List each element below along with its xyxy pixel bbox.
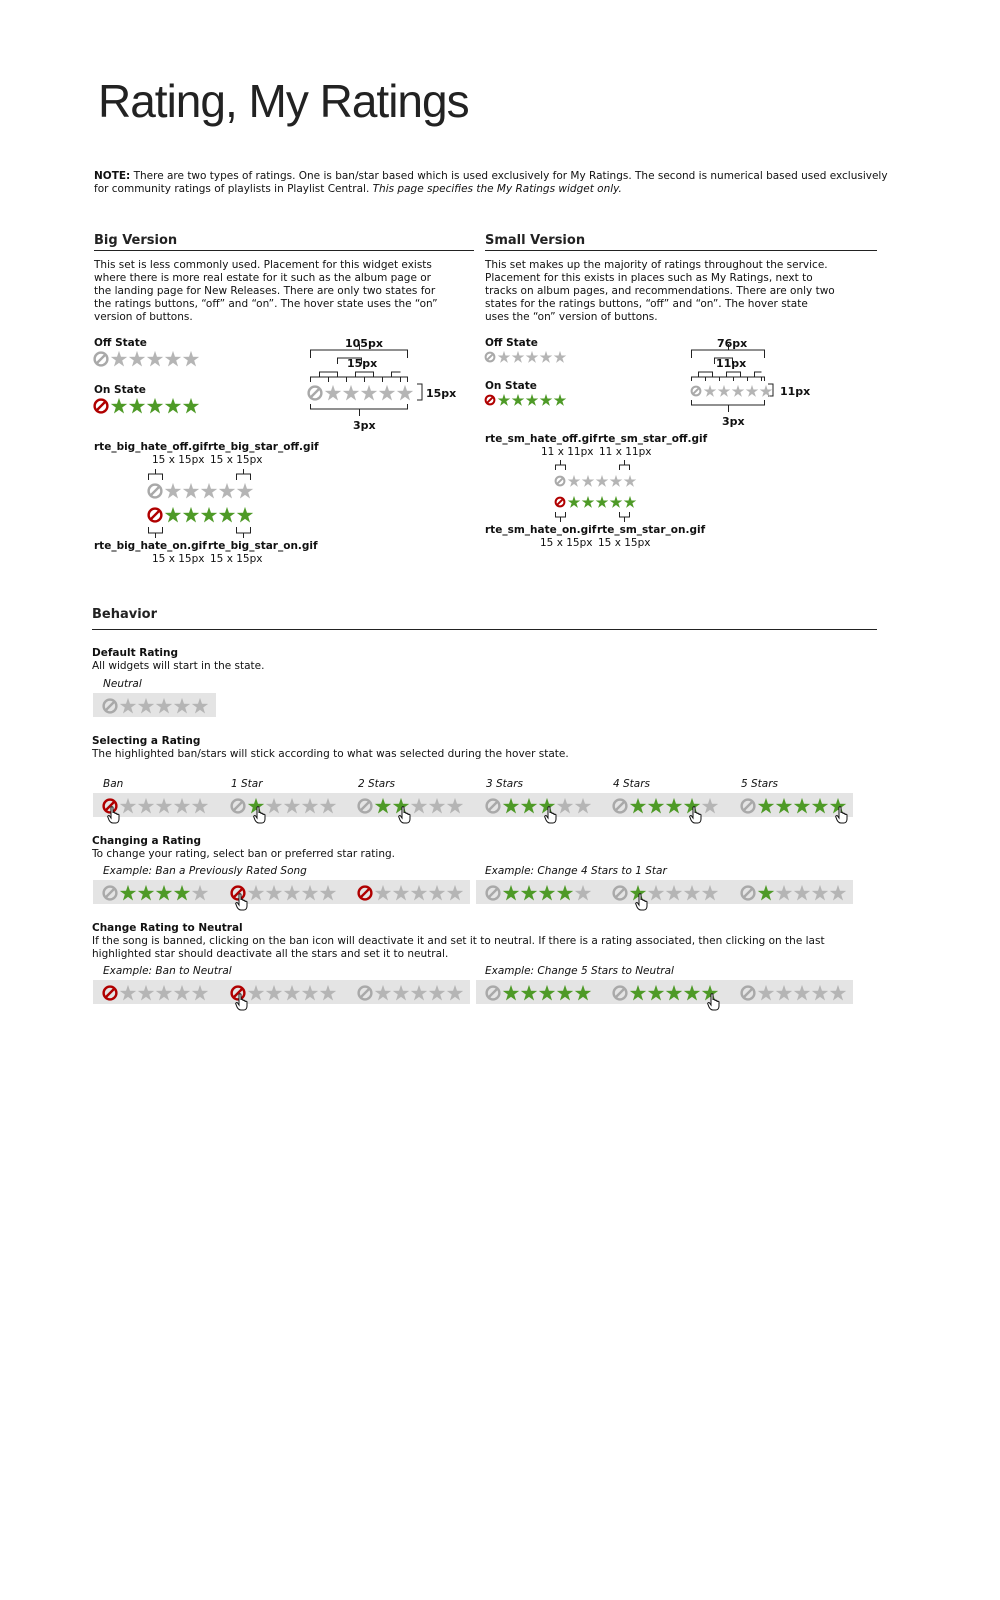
star-icon[interactable] <box>302 798 318 814</box>
star-icon[interactable] <box>812 798 828 814</box>
big-hate-on-size: 15 x 15px <box>152 553 205 565</box>
star-icon[interactable] <box>429 985 445 1001</box>
big-off-state-label: Off State <box>94 337 147 349</box>
star-icon[interactable] <box>192 798 208 814</box>
star-icon[interactable] <box>379 385 395 401</box>
star-icon[interactable] <box>120 698 136 714</box>
big-version-rule <box>94 250 474 251</box>
star-icon[interactable] <box>201 483 217 499</box>
behavior-rule <box>92 629 877 630</box>
hand-cursor-icon <box>398 806 412 824</box>
star-icon[interactable] <box>429 885 445 901</box>
star-icon[interactable] <box>648 885 664 901</box>
star-icon[interactable] <box>266 985 282 1001</box>
star-icon[interactable] <box>320 985 336 1001</box>
neutral-caption-right: Example: Change 5 Stars to Neutral <box>485 965 674 977</box>
hand-cursor-icon <box>253 806 267 824</box>
ban-icon[interactable] <box>742 887 755 900</box>
rating-widget <box>102 697 210 715</box>
big-file-off-rating <box>147 482 255 503</box>
star-icon[interactable] <box>361 385 377 401</box>
star-icon[interactable] <box>138 885 154 901</box>
example-rating[interactable] <box>740 884 848 905</box>
example-rating[interactable] <box>230 884 338 905</box>
note-label: NOTE: <box>94 170 131 182</box>
star-icon[interactable] <box>758 885 774 901</box>
rating-widget <box>102 884 210 902</box>
neutral-desc: If the song is banned, clicking on the ban icon will deactivate it and set it to neutral. If there is a rating associated, then clicking on the last highlighted star should deactivate all the stars and set it to neutral. <box>92 935 825 960</box>
rating-widget <box>740 884 848 902</box>
star-icon[interactable] <box>237 483 253 499</box>
ban-icon[interactable] <box>149 509 162 522</box>
star-icon[interactable] <box>174 798 190 814</box>
rating-widget <box>93 397 201 415</box>
small-dim-height: 11px <box>780 385 811 398</box>
big-hate-off-size: 15 x 15px <box>152 454 205 466</box>
star-icon[interactable] <box>610 496 623 508</box>
example-rating[interactable] <box>102 984 210 1005</box>
rating-widget <box>102 984 210 1002</box>
star-icon[interactable] <box>526 394 539 406</box>
example-rating[interactable] <box>357 884 465 905</box>
ban-icon[interactable] <box>149 485 162 498</box>
star-icon[interactable] <box>165 351 181 367</box>
small-star-off-size: 11 x 11px <box>599 446 652 458</box>
star-icon[interactable] <box>183 398 199 414</box>
default-rating-title: Default Rating <box>92 647 179 659</box>
star-icon[interactable] <box>320 885 336 901</box>
ban-icon[interactable] <box>692 387 701 396</box>
star-icon[interactable] <box>393 985 409 1001</box>
big-off-rating <box>93 350 201 371</box>
star-icon[interactable] <box>557 885 573 901</box>
rating-widget <box>357 984 465 1002</box>
ban-icon[interactable] <box>614 800 627 813</box>
rating-widget <box>484 350 568 364</box>
star-icon[interactable] <box>120 885 136 901</box>
star-icon[interactable] <box>568 496 581 508</box>
hand-cursor-icon <box>689 806 703 824</box>
star-icon[interactable] <box>575 985 591 1001</box>
big-hate-off-file: rte_big_hate_off.gif <box>94 441 208 453</box>
star-icon[interactable] <box>684 985 700 1001</box>
big-dim-height: 15px <box>426 387 457 400</box>
small-star-on-file: rte_sm_star_on.gif <box>597 524 706 536</box>
star-icon[interactable] <box>539 985 555 1001</box>
small-off-rating <box>484 350 568 367</box>
star-icon[interactable] <box>521 985 537 1001</box>
rating-widget <box>485 797 593 815</box>
ban-icon[interactable] <box>95 353 108 366</box>
note <box>94 170 894 196</box>
star-icon[interactable] <box>138 798 154 814</box>
small-star-on-size: 15 x 15px <box>598 537 651 549</box>
star-icon[interactable] <box>540 351 553 363</box>
star-icon[interactable] <box>776 798 792 814</box>
star-icon[interactable] <box>284 798 300 814</box>
star-icon[interactable] <box>582 475 595 487</box>
rating-widget <box>93 350 201 368</box>
star-icon[interactable] <box>596 475 609 487</box>
small-version-rule <box>485 250 877 251</box>
star-icon[interactable] <box>375 798 391 814</box>
star-icon[interactable] <box>447 985 463 1001</box>
star-icon[interactable] <box>568 475 581 487</box>
star-icon[interactable] <box>129 398 145 414</box>
star-icon[interactable] <box>266 798 282 814</box>
star-icon[interactable] <box>794 885 810 901</box>
ban-icon[interactable] <box>614 987 627 1000</box>
star-icon[interactable] <box>429 798 445 814</box>
star-icon[interactable] <box>447 798 463 814</box>
rating-widget <box>230 797 338 815</box>
star-icon[interactable] <box>512 351 525 363</box>
star-icon[interactable] <box>183 351 199 367</box>
selecting-desc: The highlighted ban/stars will stick according to what was selected during the hover state. <box>92 748 569 760</box>
star-icon[interactable] <box>539 885 555 901</box>
star-icon[interactable] <box>746 385 759 397</box>
big-hate-on-file: rte_big_hate_on.gif <box>94 540 207 552</box>
star-icon[interactable] <box>648 798 664 814</box>
star-icon[interactable] <box>732 385 745 397</box>
star-icon[interactable] <box>718 385 731 397</box>
star-icon[interactable] <box>183 483 199 499</box>
selecting-caption: 5 Stars <box>741 778 779 790</box>
big-star-on-file: rte_big_star_on.gif <box>208 540 318 552</box>
star-icon[interactable] <box>156 698 172 714</box>
small-version-heading: Small Version <box>485 233 586 248</box>
small-hate-off-size: 11 x 11px <box>541 446 594 458</box>
ban-icon[interactable] <box>232 800 245 813</box>
hand-cursor-icon <box>635 893 649 911</box>
rating-widget <box>147 482 255 500</box>
star-icon[interactable] <box>760 385 773 397</box>
ban-icon[interactable] <box>486 353 495 362</box>
star-icon[interactable] <box>624 475 637 487</box>
ban-icon[interactable] <box>487 987 500 1000</box>
star-icon[interactable] <box>138 698 154 714</box>
changing-caption-left: Example: Ban a Previously Rated Song <box>103 865 307 877</box>
star-icon[interactable] <box>284 985 300 1001</box>
small-file-brackets <box>550 458 640 528</box>
star-icon[interactable] <box>237 507 253 523</box>
big-diagram-rating <box>307 384 415 405</box>
star-icon[interactable] <box>219 507 235 523</box>
ban-icon[interactable] <box>556 498 565 507</box>
star-icon[interactable] <box>266 885 282 901</box>
rating-widget <box>740 984 848 1002</box>
rating-widget <box>485 884 593 902</box>
star-icon[interactable] <box>156 985 172 1001</box>
star-icon[interactable] <box>575 885 591 901</box>
selecting-caption: 2 Stars <box>358 778 396 790</box>
star-icon[interactable] <box>183 507 199 523</box>
small-dim-total: 76px <box>717 337 748 350</box>
star-icon[interactable] <box>165 507 181 523</box>
star-icon[interactable] <box>284 885 300 901</box>
star-icon[interactable] <box>503 798 519 814</box>
changing-caption-right: Example: Change 4 Stars to 1 Star <box>485 865 667 877</box>
star-icon[interactable] <box>397 385 413 401</box>
star-icon[interactable] <box>624 496 637 508</box>
selecting-rating[interactable] <box>102 797 210 818</box>
star-icon[interactable] <box>120 985 136 1001</box>
small-on-rating <box>484 393 568 410</box>
selecting-rating[interactable] <box>357 797 465 818</box>
star-icon[interactable] <box>794 985 810 1001</box>
star-icon[interactable] <box>192 698 208 714</box>
star-icon[interactable] <box>411 885 427 901</box>
ban-icon[interactable] <box>487 887 500 900</box>
selecting-rating[interactable] <box>612 797 720 818</box>
star-icon[interactable] <box>540 394 553 406</box>
star-icon[interactable] <box>138 985 154 1001</box>
big-star-off-size: 15 x 15px <box>210 454 263 466</box>
star-icon[interactable] <box>165 483 181 499</box>
star-icon[interactable] <box>192 885 208 901</box>
big-version-heading: Big Version <box>94 233 178 248</box>
rating-widget <box>690 384 774 398</box>
small-hate-off-file: rte_sm_hate_off.gif <box>485 433 598 445</box>
big-dim-gap: 3px <box>353 419 376 432</box>
star-icon[interactable] <box>120 798 136 814</box>
star-icon[interactable] <box>630 985 646 1001</box>
star-icon[interactable] <box>447 885 463 901</box>
star-icon[interactable] <box>129 351 145 367</box>
star-icon[interactable] <box>702 885 718 901</box>
star-icon[interactable] <box>575 798 591 814</box>
star-icon[interactable] <box>411 798 427 814</box>
hand-cursor-icon <box>107 806 121 824</box>
star-icon[interactable] <box>666 985 682 1001</box>
star-icon[interactable] <box>830 885 846 901</box>
hand-cursor-icon <box>707 993 721 1011</box>
star-icon[interactable] <box>375 985 391 1001</box>
neutral-title: Change Rating to Neutral <box>92 922 243 934</box>
selecting-caption: 4 Stars <box>613 778 651 790</box>
star-icon[interactable] <box>411 985 427 1001</box>
note-text: There are two types of ratings. One is ban/star based which is used exclusively for My Ratings. The second is numerical based used exclusively for community ratings of playlists in Playlist Central. <box>94 170 888 195</box>
star-icon[interactable] <box>557 985 573 1001</box>
behavior-heading: Behavior <box>92 607 158 622</box>
selecting-caption: 3 Stars <box>486 778 524 790</box>
star-icon[interactable] <box>684 885 700 901</box>
star-icon[interactable] <box>758 798 774 814</box>
small-hate-on-size: 15 x 15px <box>540 537 593 549</box>
star-icon[interactable] <box>201 507 217 523</box>
ban-icon[interactable] <box>309 387 322 400</box>
star-icon[interactable] <box>375 885 391 901</box>
example-rating[interactable] <box>612 984 720 1005</box>
star-icon[interactable] <box>582 496 595 508</box>
small-star-off-file: rte_sm_star_off.gif <box>598 433 708 445</box>
star-icon[interactable] <box>174 885 190 901</box>
star-icon[interactable] <box>320 798 336 814</box>
star-icon[interactable] <box>630 798 646 814</box>
ban-icon[interactable] <box>556 477 565 486</box>
star-icon[interactable] <box>596 496 609 508</box>
ban-icon[interactable] <box>104 700 117 713</box>
big-dim-total: 105px <box>345 337 383 350</box>
star-icon[interactable] <box>111 351 127 367</box>
default-caption: Neutral <box>103 678 142 690</box>
star-icon[interactable] <box>666 798 682 814</box>
ban-icon[interactable] <box>104 887 117 900</box>
ban-icon[interactable] <box>359 800 372 813</box>
big-version-desc: This set is less commonly used. Placement for this widget exists where there is more real estate for it such as the album page or the landing page for New Releases. There are only two states for the ratings buttons, “off” and “on”. The hover state uses the “on” version of buttons. <box>94 259 438 323</box>
star-icon[interactable] <box>666 885 682 901</box>
star-icon[interactable] <box>704 385 717 397</box>
star-icon[interactable] <box>776 985 792 1001</box>
rating-widget <box>612 884 720 902</box>
selecting-caption: 1 Star <box>231 778 263 790</box>
star-icon[interactable] <box>343 385 359 401</box>
ban-icon[interactable] <box>486 396 495 405</box>
default-rating[interactable] <box>102 697 210 718</box>
star-icon[interactable] <box>503 985 519 1001</box>
example-rating[interactable] <box>230 984 338 1005</box>
star-icon[interactable] <box>248 885 264 901</box>
star-icon[interactable] <box>503 885 519 901</box>
page-title: Rating, My Ratings <box>98 75 469 127</box>
hand-cursor-icon <box>835 806 849 824</box>
rating-widget <box>147 506 255 524</box>
example-rating[interactable] <box>357 984 465 1005</box>
example-rating[interactable] <box>485 884 593 905</box>
ban-icon[interactable] <box>104 987 117 1000</box>
hand-cursor-icon <box>235 993 249 1011</box>
big-dim-item: 15px <box>347 357 378 370</box>
star-icon[interactable] <box>302 885 318 901</box>
star-icon[interactable] <box>147 398 163 414</box>
small-dim-item: 11px <box>716 357 747 370</box>
rating-widget <box>554 495 638 509</box>
star-icon[interactable] <box>554 394 567 406</box>
star-icon[interactable] <box>776 885 792 901</box>
star-icon[interactable] <box>111 398 127 414</box>
small-off-state-label: Off State <box>485 337 538 349</box>
star-icon[interactable] <box>156 798 172 814</box>
star-icon[interactable] <box>156 885 172 901</box>
star-icon[interactable] <box>393 885 409 901</box>
star-icon[interactable] <box>812 985 828 1001</box>
selecting-rating[interactable] <box>485 797 593 818</box>
default-rating-desc: All widgets will start in the state. <box>92 660 265 672</box>
rating-widget <box>740 797 848 815</box>
star-icon[interactable] <box>302 985 318 1001</box>
star-icon[interactable] <box>702 798 718 814</box>
selecting-title: Selecting a Rating <box>92 735 201 747</box>
star-icon[interactable] <box>830 985 846 1001</box>
ban-icon[interactable] <box>614 887 627 900</box>
neutral-caption-left: Example: Ban to Neutral <box>103 965 232 977</box>
small-hate-on-file: rte_sm_hate_on.gif <box>485 524 597 536</box>
rating-widget <box>307 384 415 402</box>
star-icon[interactable] <box>219 483 235 499</box>
star-icon[interactable] <box>174 698 190 714</box>
rating-widget <box>357 884 465 902</box>
example-rating[interactable] <box>485 984 593 1005</box>
ban-icon[interactable] <box>487 800 500 813</box>
small-file-on-rating <box>554 495 638 512</box>
hand-cursor-icon <box>544 806 558 824</box>
star-icon[interactable] <box>521 885 537 901</box>
star-icon[interactable] <box>554 351 567 363</box>
small-on-state-label: On State <box>485 380 537 392</box>
selecting-rating[interactable] <box>230 797 338 818</box>
selecting-rating[interactable] <box>740 797 848 818</box>
ban-icon[interactable] <box>359 987 372 1000</box>
hand-cursor-icon <box>235 893 249 911</box>
star-icon[interactable] <box>557 798 573 814</box>
star-icon[interactable] <box>610 475 623 487</box>
star-icon[interactable] <box>758 985 774 1001</box>
small-diagram-rating <box>690 384 774 401</box>
ban-icon[interactable] <box>742 987 755 1000</box>
small-version-desc: This set makes up the majority of ratings throughout the service. Placement for this exists in places such as My Ratings, next to tracks on album pages, and recommendations. There are only two states for the ratings buttons, “off” and “on”. The hover state uses the “on” version of buttons. <box>485 259 835 323</box>
ban-icon[interactable] <box>742 800 755 813</box>
big-file-on-rating <box>147 506 255 527</box>
example-rating[interactable] <box>612 884 720 905</box>
example-rating[interactable] <box>740 984 848 1005</box>
star-icon[interactable] <box>794 798 810 814</box>
star-icon[interactable] <box>498 351 511 363</box>
star-icon[interactable] <box>812 885 828 901</box>
star-icon[interactable] <box>512 394 525 406</box>
ban-icon[interactable] <box>359 887 372 900</box>
small-dim-gap: 3px <box>722 415 745 428</box>
big-on-state-label: On State <box>94 384 146 396</box>
ban-icon[interactable] <box>95 400 108 413</box>
star-icon[interactable] <box>192 985 208 1001</box>
rating-widget <box>612 797 720 815</box>
star-icon[interactable] <box>165 398 181 414</box>
star-icon[interactable] <box>521 798 537 814</box>
example-rating[interactable] <box>102 884 210 905</box>
star-icon[interactable] <box>147 351 163 367</box>
star-icon[interactable] <box>498 394 511 406</box>
big-star-on-size: 15 x 15px <box>210 553 263 565</box>
selecting-caption: Ban <box>103 778 124 790</box>
rating-widget <box>554 474 638 488</box>
changing-title: Changing a Rating <box>92 835 202 847</box>
star-icon[interactable] <box>248 985 264 1001</box>
small-file-off-rating <box>554 474 638 491</box>
changing-desc: To change your rating, select ban or preferred star rating. <box>92 848 395 860</box>
big-star-off-file: rte_big_star_off.gif <box>208 441 319 453</box>
big-on-rating <box>93 397 201 418</box>
star-icon[interactable] <box>526 351 539 363</box>
rating-widget <box>484 393 568 407</box>
note-italic: This page specifies the My Ratings widget only. <box>372 183 622 195</box>
rating-widget <box>485 984 593 1002</box>
rating-widget <box>612 984 720 1002</box>
star-icon[interactable] <box>325 385 341 401</box>
star-icon[interactable] <box>174 985 190 1001</box>
star-icon[interactable] <box>648 985 664 1001</box>
